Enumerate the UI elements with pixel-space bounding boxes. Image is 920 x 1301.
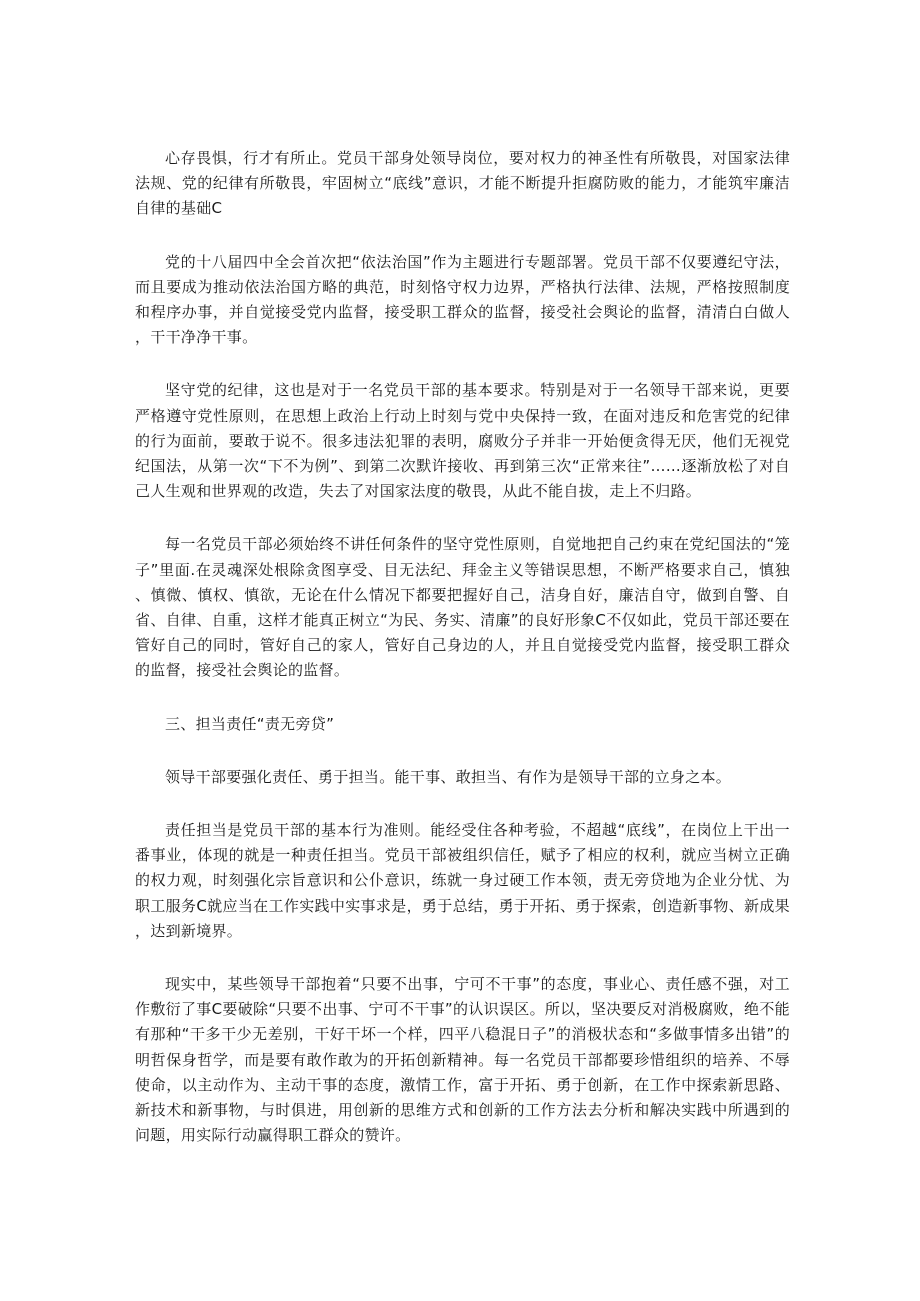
document-body (135, 146, 790, 1177)
section-heading: 三、担当责任“责无旁贷” (165, 714, 335, 733)
paragraph-innovation-spirit: 现实中，某些领导干部抱着“只要不出事，宁可不干事”的态度，事业心、责任感不强，对工作敷衍了事C要破除“只要不出事、宁可不干事”的认识误区。所以，坚决要反对消极腐败，绝不能有那种“干多干少无差别，干好干坏一个样，四平八稳混日子”的消极状态和“多做事情多出错”的明哲保身哲学，而是要有敢作敢为的开拓创新精神。每一名党员干部都要珍惜组织的培养、不辱使命，以主动作为、主动干事的态度，激情工作，富于开拓、勇于创新，在工作中探索新思路、新技术和新事物，与时俱进，用创新的思维方式和创新的工作方法去分析和解决实践中所遇到的问题，用实际行动赢得职工群众的赞许。 (135, 975, 790, 1145)
paragraph-party-discipline: 坚守党的纪律，这也是对于一名党员干部的基本要求。特别是对于一名领导干部来说，更要严格遵守党性原则，在思想上政治上行动上时刻与党中央保持一致，在面对违反和危害党的纪律的行为面前，要敢于说不。很多违法犯罪的表明，腐败分子并非一开始便贪得无厌，他们无视党纪国法，从第一次“下不为例”、到第二次默许接收、再到第三次“正常来往”……逐渐放松了对自己人生观和世界观的改造，失去了对国家法度的敬畏，从此不能自拔，走上不归路。 (135, 381, 790, 501)
paragraph-rule-of-law: 党的十八届四中全会首次把“依法治国”作为主题进行专题部署。党员干部不仅要遵纪守法，而且要成为推动依法治国方略的典范，时刻恪守权力边界，严格执行法律、法规，严格按照制度和程序办事，并自觉接受党内监督，接受职工群众的监督，接受社会舆论的监督，清清白白做人，干干净净干事。 (135, 252, 790, 347)
paragraph-responsibility-conduct: 责任担当是党员干部的基本行为准则。能经受住各种考验，不超越“底线”，在岗位上干出一番事业，体现的就是一种责任担当。党员干部被组织信任，赋予了相应的权利，就应当树立正确的权力观，时刻强化宗旨意识和公仆意识，练就一身过硬工作本领，责无旁贷地为企业分忧、为职工服务C就应当在工作实践中实事求是，勇于总结，勇于开拓、勇于探索，创造新事物、新成果，达到新境界。 (135, 821, 790, 940)
paragraph-reverence: 心存畏惧，行才有所止。党员干部身处领导岗位，要对权力的神圣性有所敬畏，对国家法律法规、党的纪律有所敬畏，牢固树立“底线”意识，才能不断提升拒腐防败的能力，才能筑牢廉洁自律的基础C (135, 149, 790, 218)
paragraph-responsibility-intro: 领导干部要强化责任、勇于担当。能干事、敢担当、有作为是领导干部的立身之本。 (165, 767, 732, 786)
paragraph-party-principles: 每一名党员干部必须始终不讲任何条件的坚守党性原则，自觉地把自己约束在党纪国法的“笼子”里面.在灵魂深处根除贪图享受、目无法纪、拜金主义等错误思想，不断严格要求自己，慎独、慎微、慎权、慎欲，无论在什么情况下都要把握好自己，洁身自好，廉洁自守，做到自警、自省、自律、自重，这样才能真正树立“为民、务实、清廉”的良好形象C不仅如此，党员干部还要在管好自己的同时，管好自己的家人，管好自己身边的人，并且自觉接受党内监督，接受职工群众的监督，接受社会舆论的监督。 (135, 535, 790, 680)
